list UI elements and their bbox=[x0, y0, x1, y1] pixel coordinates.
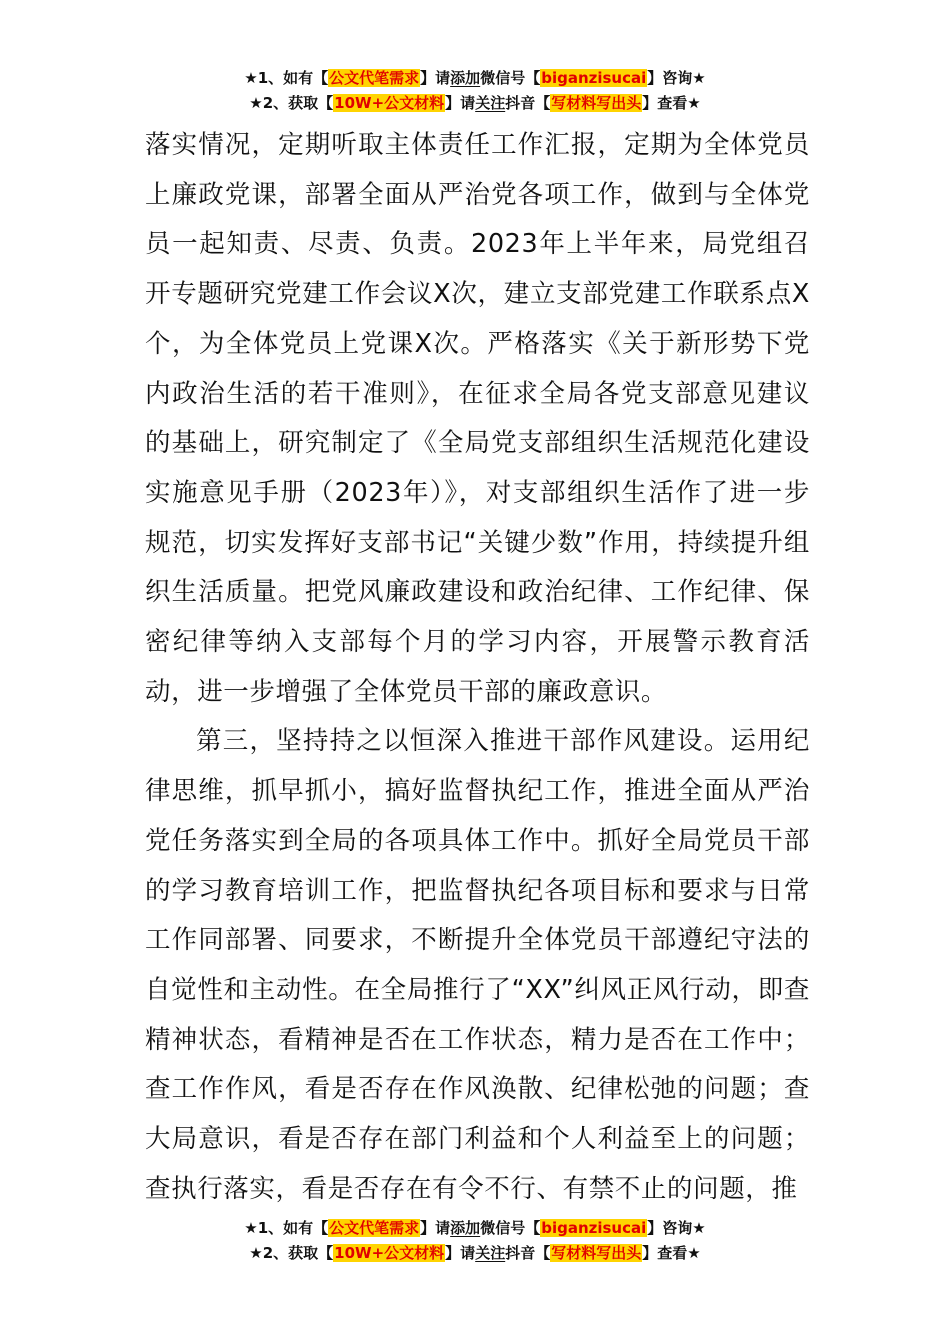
banner-text: 】请 bbox=[420, 69, 451, 87]
star-icon: ★ bbox=[244, 1219, 258, 1237]
banner-text: 微信号【 bbox=[480, 69, 541, 87]
banner-line-1 bbox=[0, 66, 950, 91]
banner-text: 】查看 bbox=[642, 1244, 688, 1262]
banner-text: 】请 bbox=[420, 1219, 451, 1237]
star-icon: ★ bbox=[687, 94, 701, 112]
highlight-materials: 10W+公文材料 bbox=[334, 94, 445, 112]
banner-text: 】查看 bbox=[642, 94, 688, 112]
emphasis-text: 关注 bbox=[475, 1244, 506, 1262]
emphasis-text: 关注 bbox=[475, 94, 506, 112]
banner-text: 1、如有【 bbox=[257, 69, 329, 87]
star-icon: ★ bbox=[692, 69, 706, 87]
header-banner bbox=[0, 66, 950, 116]
banner-text: 】咨询 bbox=[647, 1219, 693, 1237]
banner-text: 抖音【 bbox=[505, 1244, 551, 1262]
highlight-douyin: 写材料写出头 bbox=[551, 94, 642, 112]
star-icon: ★ bbox=[692, 1219, 706, 1237]
star-icon: ★ bbox=[687, 1244, 701, 1262]
banner-text: 抖音【 bbox=[505, 94, 551, 112]
highlight-wechat-id: biganzisucai bbox=[541, 1219, 647, 1237]
banner-text: 】咨询 bbox=[647, 69, 693, 87]
banner-text: 1、如有【 bbox=[257, 1219, 329, 1237]
paragraph-2: 第三，坚持持之以恒深入推进干部作风建设。运用纪律思维，抓早抓小，搞好监督执纪工作，推进全面从严治党任务落实到全局的各项具体工作中。抓好全局党员干部的学习教育培训工作，把监督执纪各项目标和要求与日常工作同部署、同要求，不断提升全体党员干部遵纪守法的自觉性和主动性。在全局推行了“XX”纠风正风行动，即查精神状态，看精神是否在工作状态，精力是否在工作中；查工作作风，看是否存在作风涣散、纪律松弛的问题；查大局意识，看是否存在部门利益和个人利益至上的问题；查执行落实，看是否存在有令不行、有禁不止的问题，推 bbox=[145, 726, 810, 1204]
footer-banner bbox=[0, 1216, 950, 1266]
paragraph-1: 落实情况，定期听取主体责任工作汇报，定期为全体党员上廉政党课，部署全面从严治党各项工作，做到与全体党员一起知责、尽责、负责。2023年上半年来，局党组召开专题研究党建工作会议X次，建立支部党建工作联系点X个，为全体党员上党课X次。严格落实《关于新形势下党内政治生活的若干准则》，在征求全局各党支部意见建议的基础上，研究制定了《全局党支部组织生活规范化建设实施意见手册（2023年）》，对支部组织生活作了进一步规范，切实发挥好支部书记“关键少数”作用，持续提升组织生活质量。把党风廉政建设和政治纪律、工作纪律、保密纪律等纳入支部每个月的学习内容，开展警示教育活动，进一步增强了全体党员干部的廉政意识。 bbox=[145, 130, 810, 707]
star-icon: ★ bbox=[249, 94, 263, 112]
highlight-service: 公文代笔需求 bbox=[329, 1219, 420, 1237]
star-icon: ★ bbox=[244, 69, 258, 87]
banner-text: 微信号【 bbox=[480, 1219, 541, 1237]
banner-line-1 bbox=[0, 1216, 950, 1241]
banner-text: 2、获取【 bbox=[262, 94, 334, 112]
banner-text: 】请 bbox=[445, 1244, 476, 1262]
banner-text: 2、获取【 bbox=[262, 1244, 334, 1262]
emphasis-text: 添加 bbox=[450, 1219, 481, 1237]
document-body bbox=[145, 121, 810, 1214]
banner-line-2 bbox=[0, 91, 950, 116]
emphasis-text: 添加 bbox=[450, 69, 481, 87]
banner-text: 】请 bbox=[445, 94, 476, 112]
highlight-wechat-id: biganzisucai bbox=[541, 69, 647, 87]
highlight-materials: 10W+公文材料 bbox=[334, 1244, 445, 1262]
banner-line-2 bbox=[0, 1241, 950, 1266]
highlight-service: 公文代笔需求 bbox=[329, 69, 420, 87]
star-icon: ★ bbox=[249, 1244, 263, 1262]
highlight-douyin: 写材料写出头 bbox=[551, 1244, 642, 1262]
